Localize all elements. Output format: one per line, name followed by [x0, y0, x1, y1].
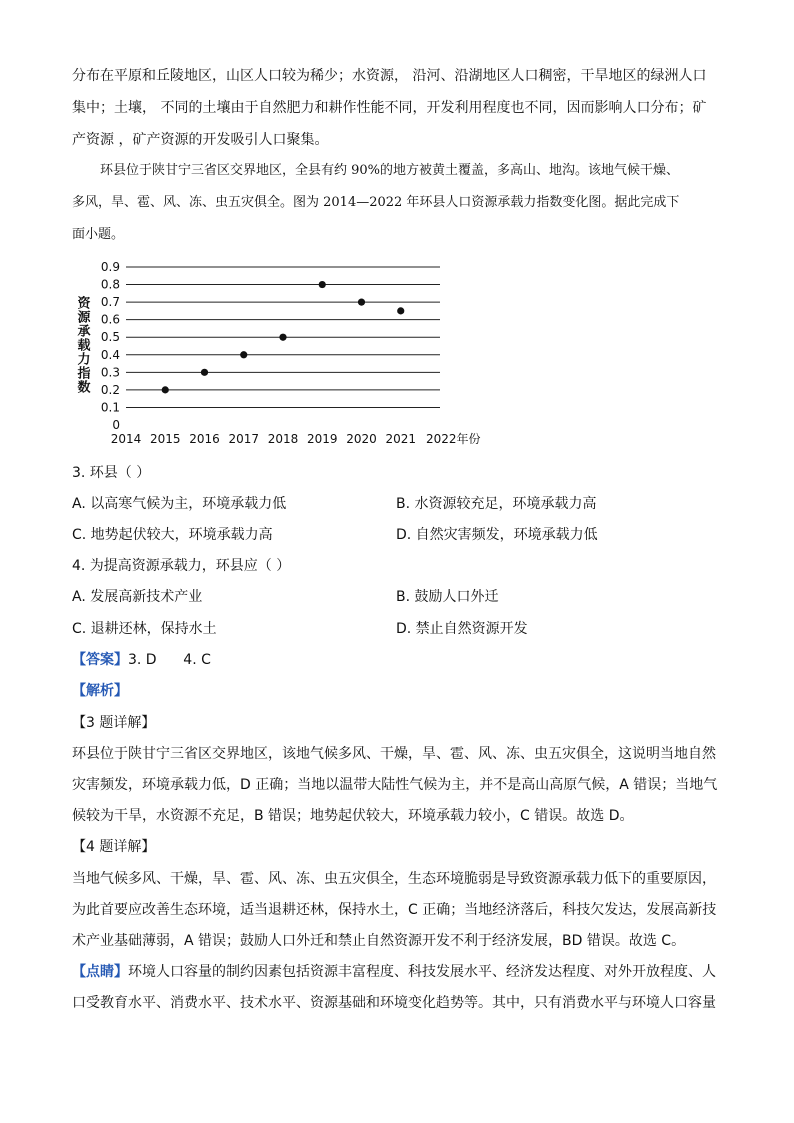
q4-detail-line-3: 术产业基础薄弱，A 错误；鼓励人口外迁和禁止自然资源开发不利于经济发展，BD 错误。故选 C。	[72, 933, 686, 949]
q3-detail-line-1: 环县位于陕甘宁三省区交界地区，该地气候多风、干燥，旱、雹、风、冻、虫五灾俱全，这说明当地自然	[72, 746, 716, 762]
tip-line-1	[72, 962, 716, 982]
x-tick-label: 2020	[346, 432, 377, 446]
tip-text-1: 环境人口容量的制约因素包括资源丰富程度、科技发展水平、经济发达程度、对外开放程度、人	[128, 964, 716, 980]
q3-option-c[interactable]: C. 地势起伏较大，环境承载力高	[72, 527, 273, 543]
analysis-tag: 【解析】	[72, 683, 128, 699]
material-line-1: 环县位于陕甘宁三省区交界地区，全县有约 90%的地方被黄土覆盖，多高山、地沟。该地气候干燥、	[100, 163, 680, 178]
y-tick-label: 0.6	[100, 312, 120, 327]
x-tick-label: 2014	[110, 432, 142, 446]
x-tick-label: 2019	[306, 432, 338, 446]
y-tick-label: 0.9	[100, 260, 120, 274]
tip-tag: 【点睛】	[72, 964, 128, 980]
y-tick-label: 0.7	[100, 295, 120, 310]
q4-detail-line-2: 为此首要应改善生态环境，适当退耕还林，保持水土，C 正确；当地经济落后，科技欠发达，发展高新技	[72, 902, 717, 918]
x-tick-label: 2022年份	[426, 432, 481, 446]
answer-line	[72, 650, 211, 670]
q4-stem: 4. 为提高资源承载力，环县应（ ）	[72, 558, 291, 574]
answer-tag: 【答案】	[72, 652, 128, 668]
q3-detail-line-3: 候较为干旱，水资源不充足，B 错误；地势起伏较大，环境承载力较小，C 错误。故选 D。	[72, 808, 634, 824]
intro-line-3: 产资源 ，矿产资源的开发吸引人口聚集。	[72, 132, 329, 148]
intro-line-2: 集中；土壤， 不同的土壤由于自然肥力和耕作性能不同，开发利用程度也不同，因而影响人口分布；矿	[72, 100, 707, 116]
q4-detail-title: 【4 题详解】	[72, 839, 156, 855]
answer-text: 3. D 4. C	[128, 652, 211, 668]
q4-option-a[interactable]: A. 发展高新技术产业	[72, 589, 203, 605]
x-tick-label: 2018	[267, 432, 299, 446]
q3-stem: 3. 环县（ ）	[72, 465, 151, 481]
q4-option-b[interactable]: B. 鼓励人口外迁	[396, 589, 499, 605]
material-line-3: 面小题。	[72, 227, 125, 242]
q3-option-d[interactable]: D. 自然灾害频发，环境承载力低	[396, 527, 598, 543]
q4-option-d[interactable]: D. 禁止自然资源开发	[396, 621, 528, 637]
intro-line-1: 分布在平原和丘陵地区，山区人口较为稀少；水资源， 沿河、沿湖地区人口稠密，干旱地区的绿洲人口	[72, 68, 707, 84]
y-tick-label: 0.1	[100, 400, 120, 415]
y-tick-label: 0.3	[100, 365, 120, 380]
data-point	[162, 386, 169, 393]
q4-detail-line-1: 当地气候多风、干燥，旱、雹、风、冻、虫五灾俱全，生态环境脆弱是导致资源承载力低下的重要原因，	[72, 871, 716, 887]
material-line-2: 多风，旱、雹、风、冻、虫五灾俱全。图为 2014—2022 年环县人口资源承载力指数变化图。据此完成下	[72, 195, 680, 210]
q3-detail-title: 【3 题详解】	[72, 715, 156, 731]
data-point	[358, 299, 365, 306]
y-tick-label: 0.8	[100, 277, 120, 292]
q3-detail-line-2: 灾害频发，环境承载力低，D 正确；当地以温带大陆性气候为主，并不是高山高原气候，A 错误；当地气	[72, 777, 718, 793]
x-tick-label: 2021	[385, 432, 417, 446]
y-tick-label: 0.2	[100, 382, 120, 397]
q3-option-a[interactable]: A. 以高寒气候为主，环境承载力低	[72, 496, 287, 512]
tip-line-2: 口受教育水平、消费水平、技术水平、资源基础和环境变化趋势等。其中，只有消费水平与环境人口容量	[72, 995, 716, 1011]
data-point	[397, 307, 404, 314]
data-point	[319, 281, 326, 288]
x-tick-label: 2017	[228, 432, 260, 446]
data-point	[279, 334, 286, 341]
y-tick-label: 0	[112, 418, 120, 432]
chart-y-label: 资源承载力指数	[74, 296, 90, 394]
q3-option-b[interactable]: B. 水资源较充足，环境承载力高	[396, 496, 597, 512]
q4-option-c[interactable]: C. 退耕还林，保持水土	[72, 621, 217, 637]
chart-y-ticks	[101, 260, 120, 432]
population-capacity-chart	[72, 252, 492, 452]
y-tick-label: 0.4	[100, 347, 120, 362]
x-tick-label: 2016	[189, 432, 220, 446]
data-point	[201, 369, 208, 376]
chart-x-ticks	[111, 431, 481, 446]
x-tick-label: 2015	[149, 432, 181, 446]
data-point	[240, 351, 247, 358]
y-tick-label: 0.5	[100, 330, 120, 345]
